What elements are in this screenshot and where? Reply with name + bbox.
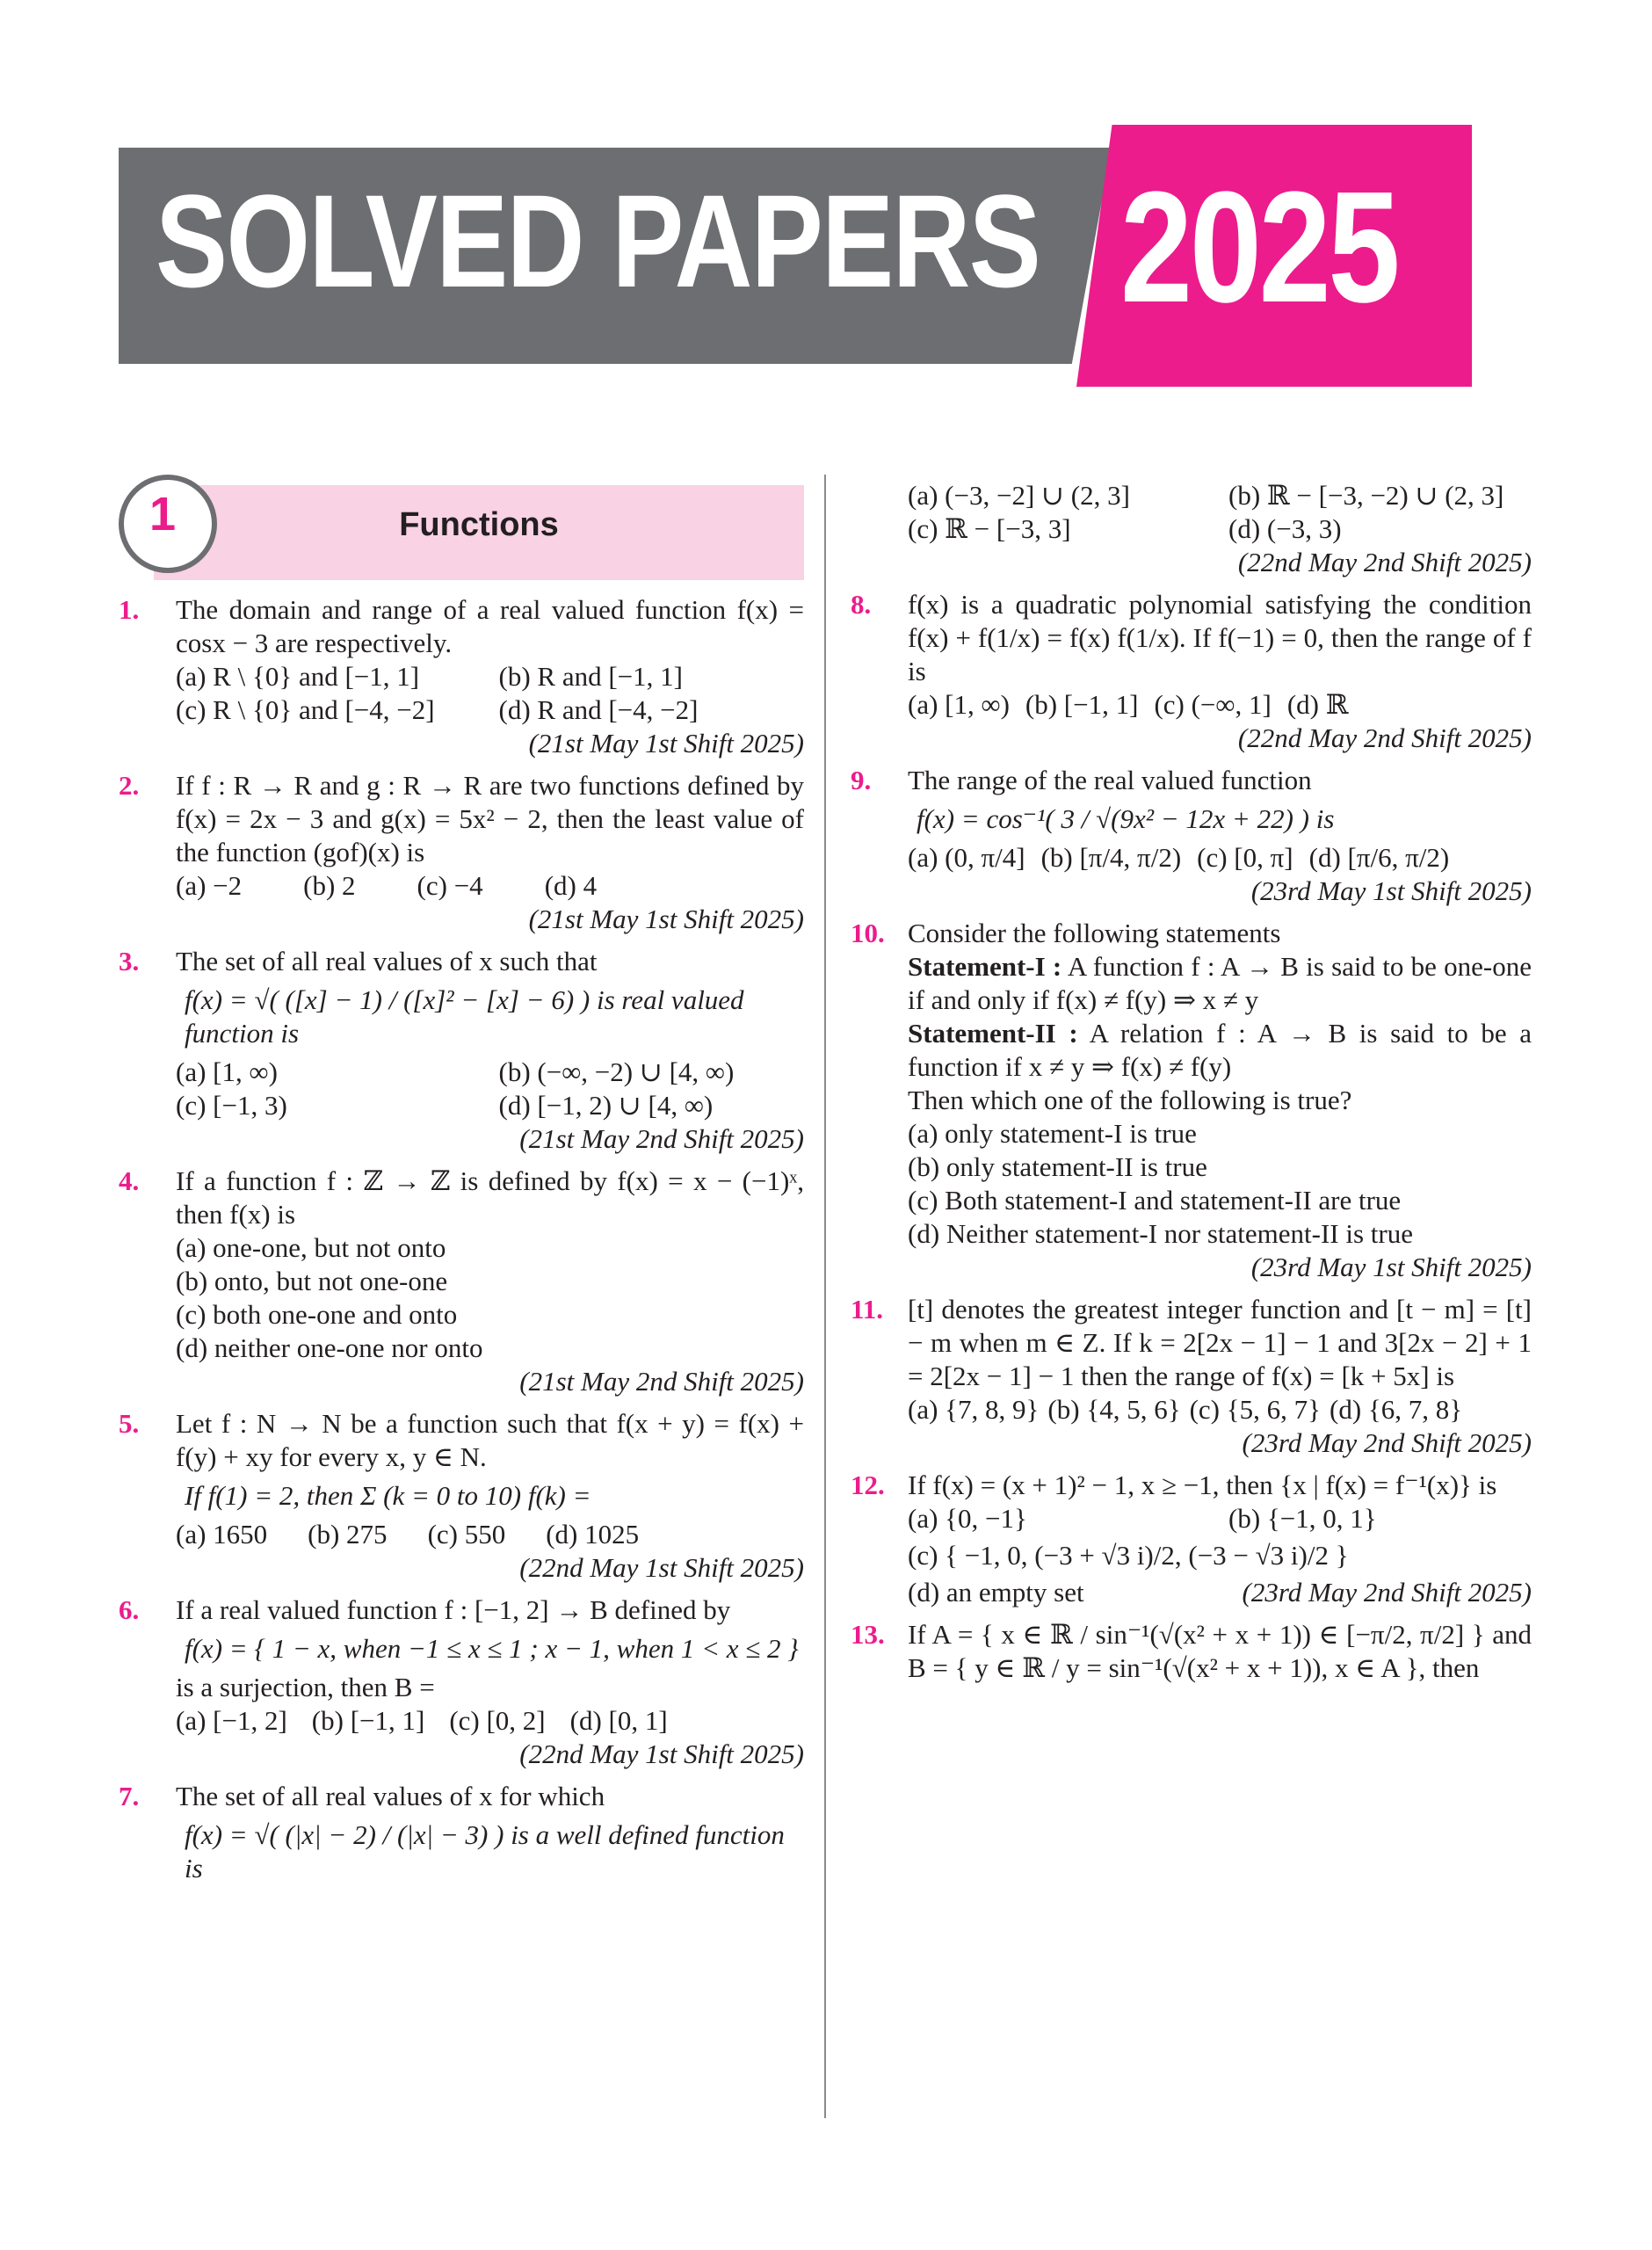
question-text: If a real valued function f : [−1, 2] → B defined by: [176, 1594, 731, 1625]
question-source: (23rd May 2nd Shift 2025): [1242, 1577, 1532, 1608]
option-a: (a) (−3, −2] ∪ (2, 3]: [908, 480, 1130, 511]
option-a: (a) [1, ∞): [908, 689, 1010, 720]
option-c: (c) Both statement-I and statement-II are true: [908, 1185, 1402, 1216]
option-c: (c) −4: [417, 870, 483, 901]
chapter-number: 1: [149, 488, 177, 541]
question-source: (23rd May 1st Shift 2025): [1250, 875, 1532, 906]
option-b: (b) only statement-II is true: [908, 1151, 1207, 1182]
option-b: (b) ℝ − [−3, −2) ∪ (2, 3]: [1228, 480, 1504, 511]
question-6: [119, 1593, 804, 1771]
option-b: (b) onto, but not one-one: [176, 1266, 448, 1296]
question-extra: Then which one of the following is true?: [908, 1085, 1352, 1115]
option-b: (b) {−1, 0, 1}: [1228, 1503, 1377, 1534]
column-divider: [824, 475, 826, 2118]
option-a: (a) (0, π/4]: [908, 842, 1025, 873]
question-extra: is a surjection, then B =: [176, 1672, 435, 1702]
option-d: (d) Neither statement-I nor statement-II is true: [908, 1218, 1413, 1249]
option-a: (a) −2: [176, 870, 243, 901]
statement-2-text: A relation f : A → B is said to be a function if x ≠ y ⇒ f(x) ≠ f(y): [908, 1018, 1532, 1082]
option-d: (d) [−1, 2) ∪ [4, ∞): [498, 1090, 714, 1121]
option-c: (c) { −1, 0, (−3 + √3 i)/2, (−3 − √3 i)/2 }: [908, 1540, 1349, 1571]
option-a: (a) [1, ∞): [176, 1056, 278, 1087]
question-number: 4.: [119, 1165, 140, 1196]
question-formula: f(x) = cos⁻¹( 3 / √(9x² − 12x + 22) ) is: [917, 803, 1335, 834]
question-number: 3.: [119, 946, 140, 976]
question-text: [t] denotes the greatest integer function and [t − m] = [t] − m when m ∈ Z. If k = 2[2x − 1] − 1 and 3[2x − 2] + 1 = 2[2x − 1] − 1 then the range of f(x) = [k + 5x] is: [908, 1294, 1532, 1391]
question-source: (22nd May 1st Shift 2025): [519, 1738, 804, 1769]
question-number: 8.: [851, 589, 872, 620]
option-b: (b) R and [−1, 1]: [498, 661, 683, 692]
option-d: (d) an empty set: [908, 1577, 1084, 1608]
option-b: (b) 275: [308, 1519, 388, 1550]
option-b: (b) 2: [303, 870, 356, 901]
option-a: (a) 1650: [176, 1519, 268, 1550]
question-10: [851, 917, 1532, 1284]
question-number: 7.: [119, 1781, 140, 1811]
question-7: [119, 1780, 804, 1891]
option-b: (b) [π/4, π/2): [1040, 842, 1182, 873]
option-d: (d) [π/6, π/2): [1308, 842, 1450, 873]
question-text: The domain and range of a real valued function f(x) = cosx − 3 are respectively.: [176, 594, 804, 658]
chapter-title: Functions: [399, 506, 559, 543]
question-text: Let f : N → N be a function such that f(x + y) = f(x) + f(y) + xy for every x, y ∈ N.: [176, 1408, 804, 1472]
question-5: [119, 1407, 804, 1585]
option-a: (a) {7, 8, 9}: [908, 1394, 1040, 1425]
question-text: f(x) is a quadratic polynomial satisfying the condition f(x) + f(1/x) = f(x) f(1/x). If f(−1) = 0, then the range of f is: [908, 589, 1532, 686]
option-d: (d) neither one-one nor onto: [176, 1332, 483, 1363]
question-source: (21st May 1st Shift 2025): [528, 904, 804, 934]
option-a: (a) only statement-I is true: [908, 1118, 1197, 1149]
option-c: (c) 550: [427, 1519, 506, 1550]
question-2: [119, 769, 804, 936]
option-b: (b) [−1, 1]: [311, 1705, 425, 1736]
question-formula: f(x) = √( ([x] − 1) / ([x]² − [x] − 6) ) is real valued function is: [185, 984, 744, 1049]
question-source: (23rd May 2nd Shift 2025): [1242, 1427, 1532, 1458]
right-column: [851, 479, 1532, 1694]
option-c: (c) [0, 2]: [449, 1705, 546, 1736]
statement-1-text: A function f : A → B is said to be one-one if and only if f(x) ≠ f(y) ⇒ x ≠ y: [908, 951, 1532, 1015]
option-c: (c) (−∞, 1]: [1154, 689, 1272, 720]
question-number: 11.: [851, 1294, 884, 1325]
question-1: [119, 593, 804, 760]
option-c: (c) [−1, 3): [176, 1090, 287, 1121]
page-banner: [119, 148, 1472, 364]
question-number: 5.: [119, 1408, 140, 1439]
question-source: (23rd May 1st Shift 2025): [1250, 1252, 1532, 1282]
statement-1-label: Statement-I :: [908, 951, 1062, 982]
option-b: (b) (−∞, −2) ∪ [4, ∞): [498, 1056, 735, 1087]
question-11: [851, 1293, 1532, 1460]
option-a: (a) one-one, but not onto: [176, 1232, 446, 1263]
question-number: 2.: [119, 770, 140, 801]
option-d: (d) R and [−4, −2]: [498, 694, 699, 725]
question-9: [851, 764, 1532, 908]
question-source: (21st May 1st Shift 2025): [528, 728, 804, 758]
option-c: (c) [0, π]: [1197, 842, 1293, 873]
question-number: 1.: [119, 594, 140, 625]
question-13: [851, 1618, 1532, 1685]
option-c: (c) R \ {0} and [−4, −2]: [176, 694, 435, 725]
banner-title: SOLVED PAPERS: [156, 167, 1040, 315]
question-12: [851, 1469, 1532, 1609]
question-source: (22nd May 1st Shift 2025): [519, 1552, 804, 1583]
option-d: (d) [0, 1]: [569, 1705, 668, 1736]
question-source: (21st May 2nd Shift 2025): [519, 1366, 804, 1397]
question-number: 12.: [851, 1470, 885, 1500]
chapter-header: [119, 475, 804, 580]
question-text: The set of all real values of x such that: [176, 946, 598, 976]
option-d: (d) (−3, 3): [1228, 513, 1342, 544]
option-a: (a) R \ {0} and [−1, 1]: [176, 661, 420, 692]
statement-2: [908, 1017, 1532, 1084]
question-source: (22nd May 2nd Shift 2025): [1237, 722, 1532, 753]
question-formula: If f(1) = 2, then Σ (k = 0 to 10) f(k) =: [185, 1480, 591, 1511]
question-text: If f(x) = (x + 1)² − 1, x ≥ −1, then {x | f(x) = f⁻¹(x)} is: [908, 1470, 1497, 1500]
question-number: 6.: [119, 1594, 140, 1625]
option-b: (b) {4, 5, 6}: [1047, 1394, 1181, 1425]
question-formula: f(x) = { 1 − x, when −1 ≤ x ≤ 1 ; x − 1, when 1 < x ≤ 2 }: [185, 1633, 799, 1664]
left-column: [119, 593, 804, 1899]
question-8: [851, 588, 1532, 755]
question-number: 9.: [851, 765, 872, 795]
question-text: The set of all real values of x for which: [176, 1781, 605, 1811]
question-text: If f : R → R and g : R → R are two functions defined by f(x) = 2x − 3 and g(x) = 5x² − 2, then the least value of the function (gof)(x) is: [176, 770, 804, 867]
option-a: (a) {0, −1}: [908, 1503, 1027, 1534]
question-text: If a function f : ℤ → ℤ is defined by f(x) = x − (−1)ˣ, then f(x) is: [176, 1165, 804, 1230]
statement-2-label: Statement-II :: [908, 1018, 1078, 1049]
option-d: (d) 1025: [546, 1519, 640, 1550]
option-d: (d) ℝ: [1286, 689, 1349, 720]
question-4: [119, 1165, 804, 1398]
option-d: (d) {6, 7, 8}: [1330, 1394, 1463, 1425]
question-7-continued: [851, 479, 1532, 579]
question-text: Consider the following statements: [908, 918, 1281, 948]
question-formula: f(x) = √( (|x| − 2) / (|x| − 3) ) is a well defined function is: [185, 1819, 785, 1883]
option-c: (c) {5, 6, 7}: [1189, 1394, 1321, 1425]
option-b: (b) [−1, 1]: [1025, 689, 1139, 720]
question-source: (22nd May 2nd Shift 2025): [1237, 547, 1532, 577]
option-c: (c) ℝ − [−3, 3]: [908, 513, 1071, 544]
question-number: 13.: [851, 1619, 885, 1650]
banner-year: 2025: [1120, 159, 1398, 336]
question-text: If A = { x ∈ ℝ / sin⁻¹(√(x² + x + 1)) ∈ [−π/2, π/2] } and B = { y ∈ ℝ / y = sin⁻¹(√(x² + x + 1)), x ∈ A }, then: [908, 1619, 1532, 1683]
question-source: (21st May 2nd Shift 2025): [519, 1123, 804, 1154]
option-c: (c) both one-one and onto: [176, 1299, 458, 1330]
statement-1: [908, 950, 1532, 1017]
question-text: The range of the real valued function: [908, 765, 1312, 795]
question-number: 10.: [851, 918, 885, 948]
option-d: (d) 4: [544, 870, 598, 901]
question-3: [119, 945, 804, 1156]
option-a: (a) [−1, 2]: [176, 1705, 287, 1736]
